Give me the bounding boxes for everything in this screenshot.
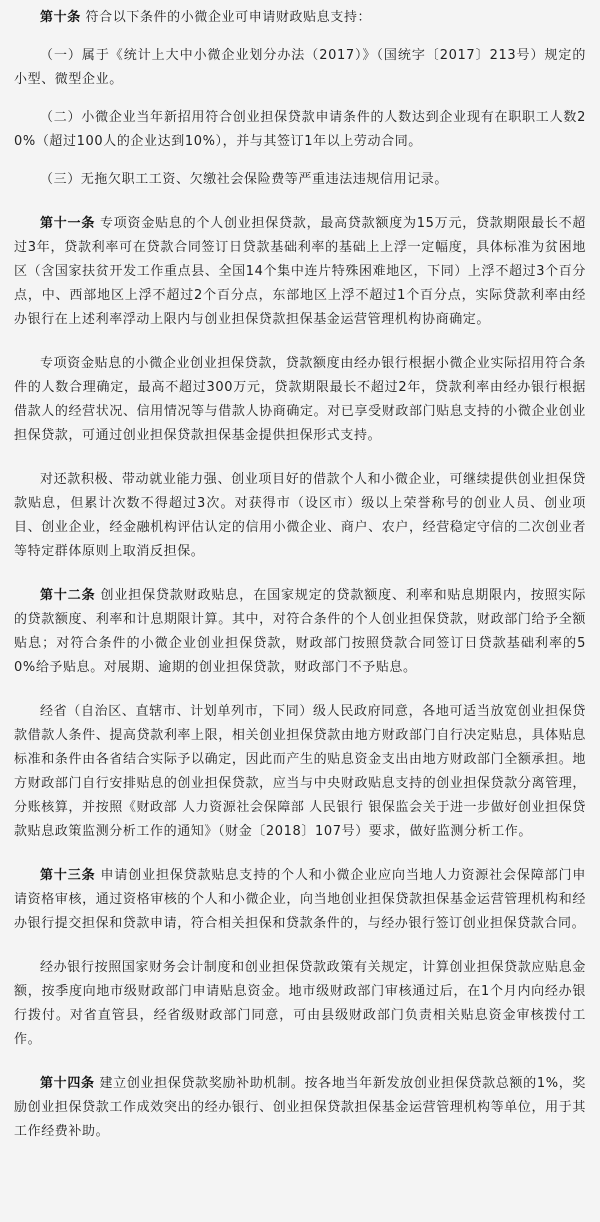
paragraph-text: 建立创业担保贷款奖励补助机制。按各地当年新发放创业担保贷款总额的1%，奖励创业担保贷款工作成效突出的经办银行、创业担保贷款担保基金运营管理机构等单位，用于其工作经费补助。 xyxy=(14,1076,586,1139)
paragraph-text: 创业担保贷款财政贴息，在国家规定的贷款额度、利率和贴息期限内，按照实际的贷款额度、利率和计息期限计算。其中，对符合条件的个人创业担保贷款，财政部门给予全额贴息；对符合条件的小微企业创业担保贷款，财政部门按照贷款合同签订日贷款基础利率的50%给予贴息。对展期、逾期的创业担保贷款，财政部门不予贴息。 xyxy=(14,588,586,675)
paragraph-text: 申请创业担保贷款贴息支持的个人和小微企业应向当地人力资源社会保障部门申请资格审核，通过资格审核的个人和小微企业，向当地创业担保贷款担保基金运营管理机构和经办银行提交担保和贷款申请，符合相关担保和贷款条件的，与经办银行签订创业担保贷款合同。 xyxy=(14,868,586,931)
article-heading: 第十四条 xyxy=(40,1076,95,1091)
paragraph-bank-procedure xyxy=(14,956,586,1052)
paragraph-text: 专项资金贴息的个人创业担保贷款，最高贷款额度为15万元，贷款期限最长不超过3年，贷款利率可在贷款合同签订日贷款基础利率的基础上上浮一定幅度，具体标准为贫困地区（含国家扶贫开发工作重点县、全国14个集中连片特殊困难地区，下同）上浮不超过3个百分点，中、西部地区上浮不超过2个百分点，东部地区上浮不超过1个百分点，实际贷款利率由经办银行在上述利率浮动上限内与创业担保贷款担保基金运营管理机构协商确定。 xyxy=(14,216,586,327)
paragraph-condition-3 xyxy=(14,168,586,192)
paragraph-condition-2 xyxy=(14,106,586,154)
paragraph-article-12 xyxy=(14,584,586,680)
paragraph-text: 对还款积极、带动就业能力强、创业项目好的借款个人和小微企业，可继续提供创业担保贷款贴息，但累计次数不得超过3次。对获得市（设区市）级以上荣誉称号的创业人员、创业项目、创业企业，经金融机构评估认定的信用小微企业、商户、农户，经营稳定守信的二次创业者等特定群体原则上取消反担保。 xyxy=(14,472,586,559)
paragraph-continued-support xyxy=(14,468,586,564)
paragraph-text: 经省（自治区、直辖市、计划单列市，下同）级人民政府同意，各地可适当放宽创业担保贷款借款人条件、提高贷款利率上限，相关创业担保贷款由地方财政部门自行决定贴息，具体贴息标准和条件由各省结合实际予以确定，因此而产生的贴息资金支出由地方财政部门全额承担。地方财政部门自行安排贴息的创业担保贷款，应当与中央财政贴息支持的创业担保贷款分离管理，分账核算，并按照《财政部 人力资源社会保障部 人民银行 银保监会关于进一步做好创业担保贷款贴息政策监测分析工作的通知》（财金〔2018〕107号）要求，做好监测分析工作。 xyxy=(14,704,586,839)
paragraph-article-10 xyxy=(14,6,586,30)
paragraph-local-subsidy xyxy=(14,700,586,844)
paragraph-condition-1 xyxy=(14,44,586,92)
article-heading: 第十三条 xyxy=(40,868,96,883)
paragraph-text: （二）小微企业当年新招用符合创业担保贷款申请条件的人数达到企业现有在职职工人数20%（超过100人的企业达到10%），并与其签订1年以上劳动合同。 xyxy=(14,110,586,149)
paragraph-text: 符合以下条件的小微企业可申请财政贴息支持： xyxy=(85,10,372,25)
paragraph-article-14 xyxy=(14,1072,586,1144)
paragraph-text: 专项资金贴息的小微企业创业担保贷款，贷款额度由经办银行根据小微企业实际招用符合条件的人数合理确定，最高不超过300万元，贷款期限最长不超过2年，贷款利率由经办银行根据借款人的经营状况、信用情况等与借款人协商确定。对已享受财政部门贴息支持的小微企业创业担保贷款，可通过创业担保贷款担保基金提供担保形式支持。 xyxy=(14,356,586,443)
paragraph-article-11 xyxy=(14,212,586,332)
paragraph-text: （三）无拖欠职工工资、欠缴社会保险费等严重违法违规信用记录。 xyxy=(40,172,449,187)
paragraph-article-13 xyxy=(14,864,586,936)
article-heading: 第十二条 xyxy=(40,588,96,603)
paragraph-text: 经办银行按照国家财务会计制度和创业担保贷款政策有关规定，计算创业担保贷款应贴息金额，按季度向地市级财政部门申请贴息资金。地市级财政部门审核通过后，在1个月内向经办银行拨付。对省直管县，经省级财政部门同意，可由县级财政部门负责相关贴息资金审核拨付工作。 xyxy=(14,960,586,1047)
article-heading: 第十一条 xyxy=(40,216,96,231)
paragraph-small-business-loan xyxy=(14,352,586,448)
paragraph-text: （一）属于《统计上大中小微企业划分办法（2017）》（国统字〔2017〕213号）规定的小型、微型企业。 xyxy=(14,48,586,87)
article-heading: 第十条 xyxy=(40,10,81,25)
